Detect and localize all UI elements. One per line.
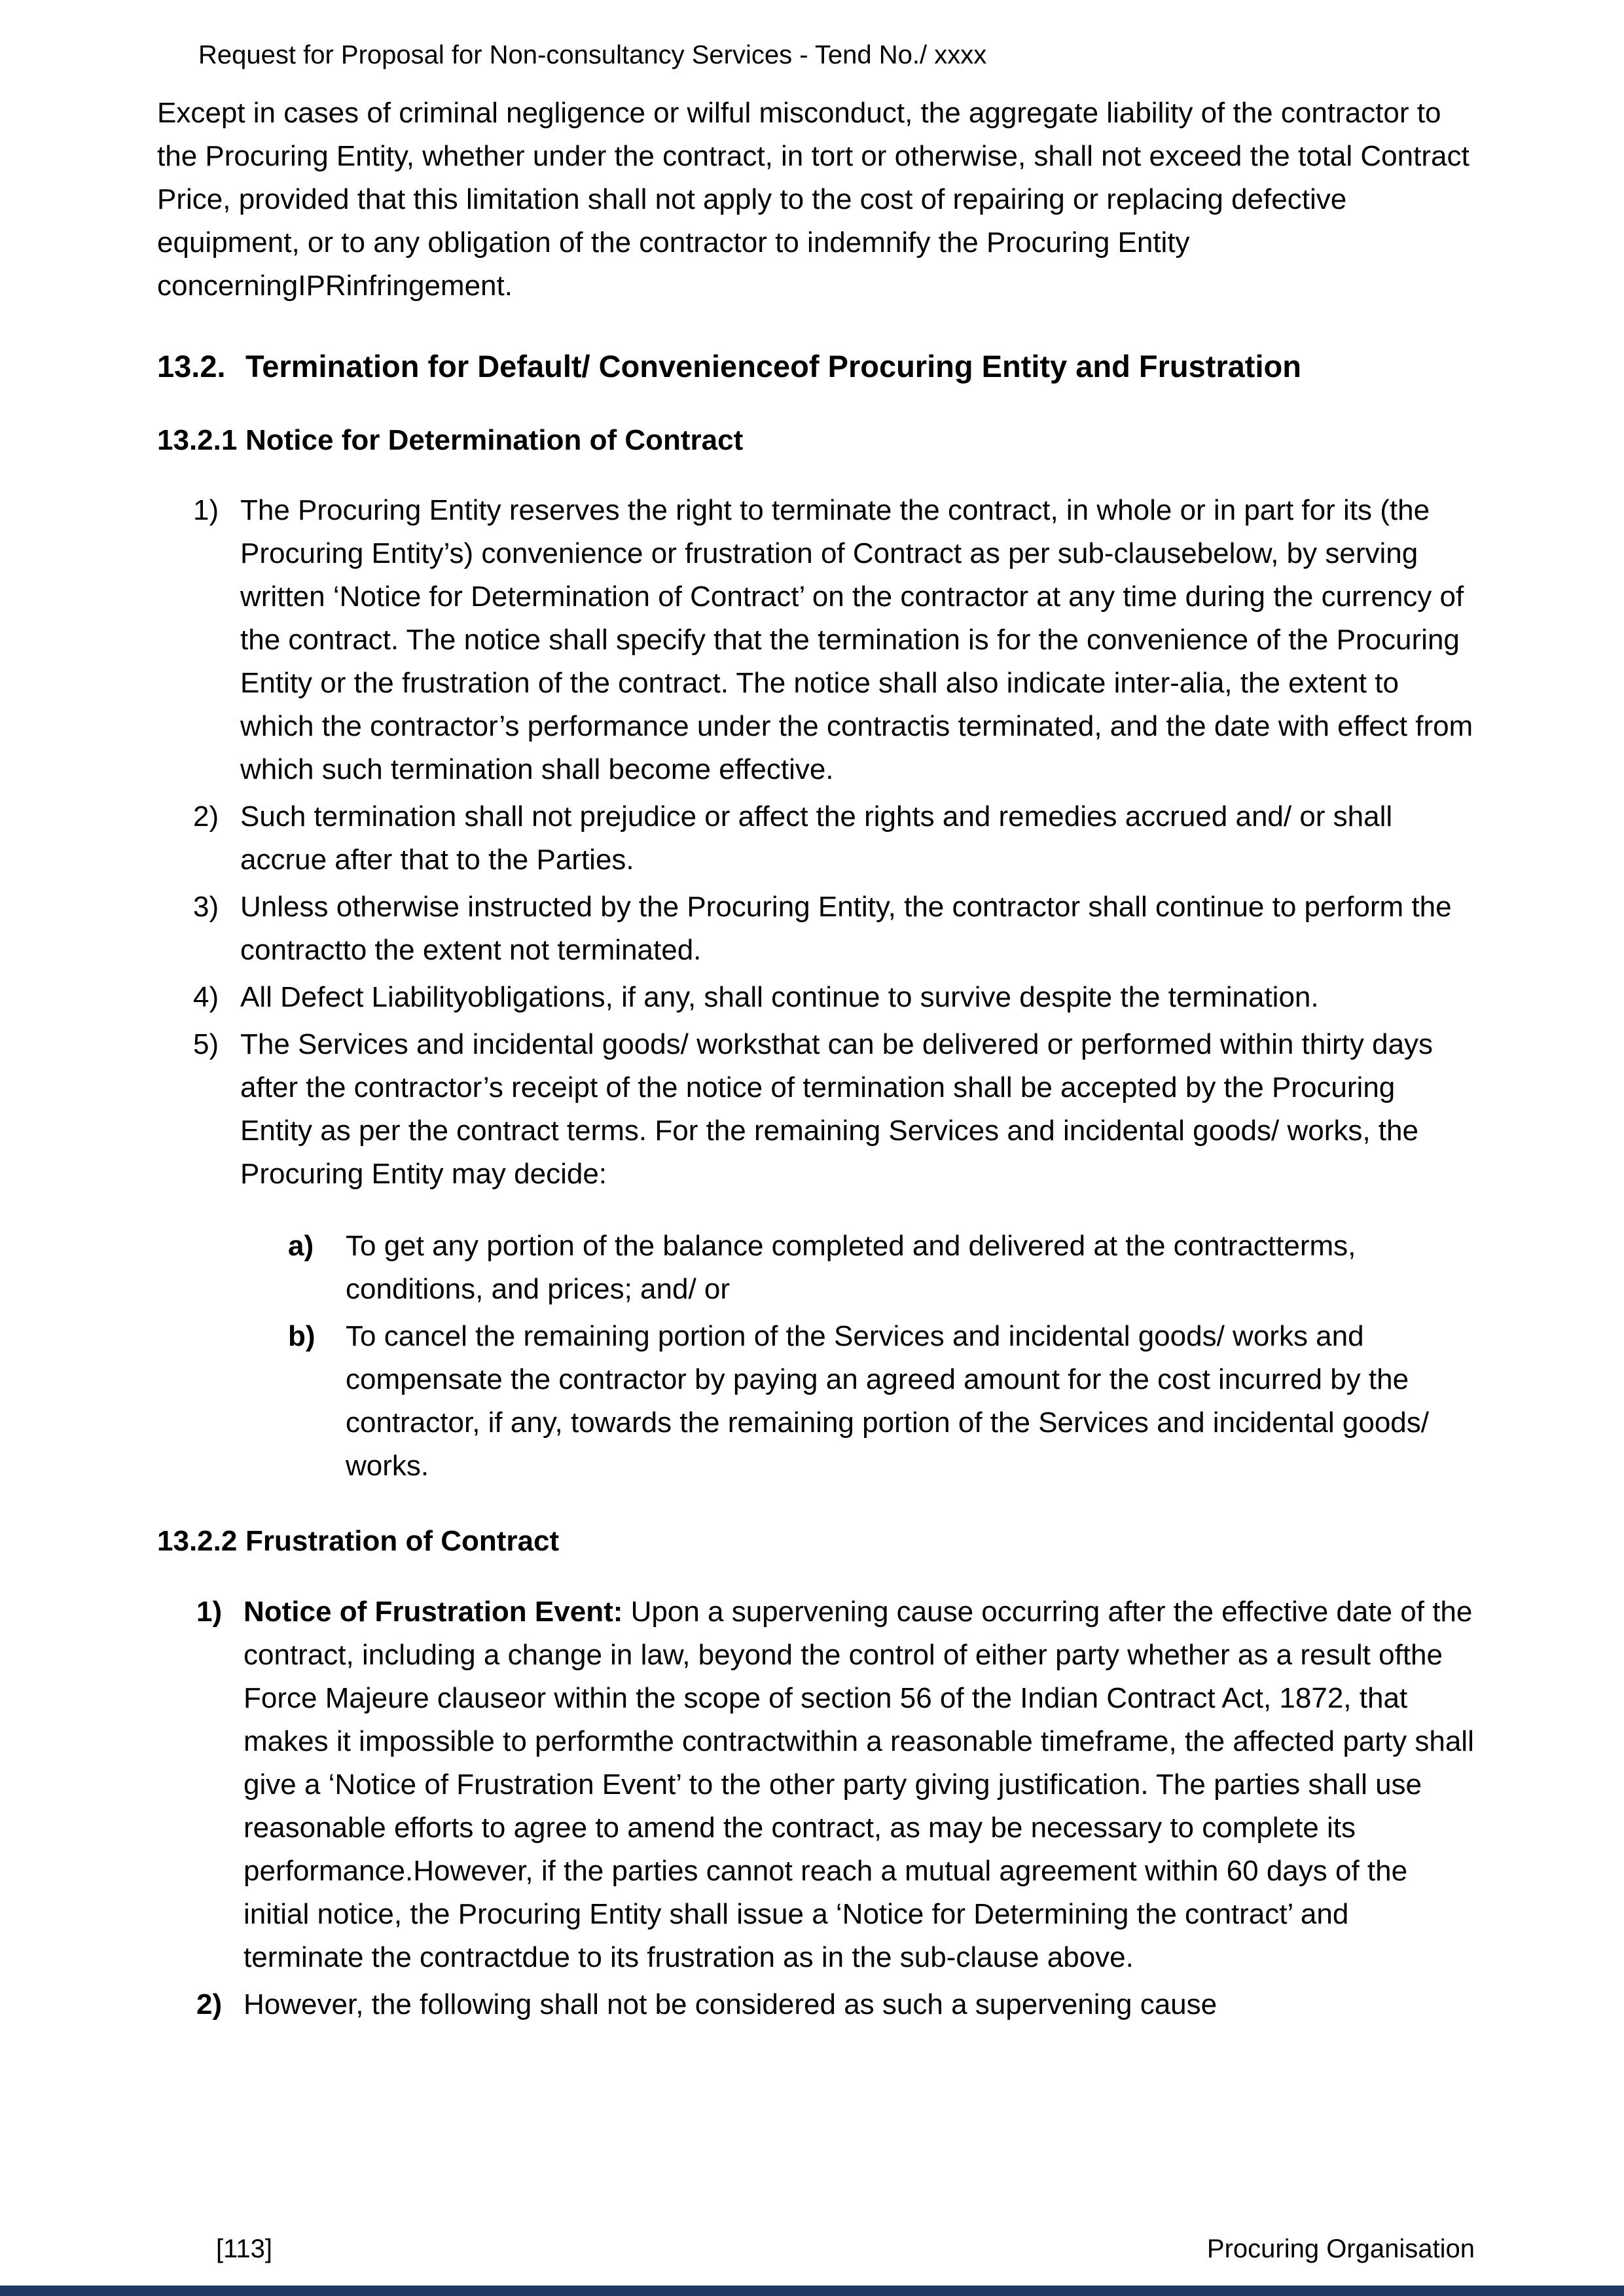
list-item-text xyxy=(244,1590,1475,1979)
list-item xyxy=(193,795,1475,882)
list-item-marker: 1) xyxy=(193,493,219,526)
list-item-marker: 2) xyxy=(193,800,219,833)
list-item-marker: 4) xyxy=(193,980,219,1013)
subsection-heading-13-2-1 xyxy=(157,421,1475,459)
intro-paragraph: Except in cases of criminal negligence or wilful misconduct, the aggregate liability of the contractor to the Procuring Entity, whether under the contract, in tort or otherwise, shall not exceed the total Contract Price, provided that this limitation shall not apply to the cost of repairing or replacing defective equipment, or to any obligation of the contractor to indemnify the Procuring Entity concerningIPRinfringement. xyxy=(157,97,1470,302)
list-item xyxy=(193,489,1475,791)
header-title: Request for Proposal for Non-consultancy Services - Tend No./ xxxx xyxy=(198,41,987,69)
list-item-text: To cancel the remaining portion of the Services and incidental goods/ works and compensate the contractor by paying an agreed amount for the cost incurred by the contractor, if any, towards the remaining portion of the Services and incidental goods/ works. xyxy=(346,1319,1430,1482)
list-item xyxy=(193,976,1475,1019)
document-body xyxy=(157,92,1475,2026)
list-item xyxy=(193,1023,1475,1196)
numbered-list-13-2-2 xyxy=(157,1590,1475,2026)
list-item-marker: b) xyxy=(288,1319,316,1352)
list-item-text: Such termination shall not prejudice or affect the rights and remedies accrued and/ or shall accrue after that to the Parties. xyxy=(240,800,1393,876)
list-item-marker: 3) xyxy=(193,890,219,923)
subsection-heading-13-2-2 xyxy=(157,1522,1475,1560)
footer-organisation: Procuring Organisation xyxy=(1206,2234,1475,2263)
list-item xyxy=(196,1590,1475,1979)
list-item-text: Unless otherwise instructed by the Procuring Entity, the contractor shall continue to perform the contractto the extent not terminated. xyxy=(240,890,1452,966)
list-item-lead: Notice of Frustration Event: xyxy=(244,1596,623,1628)
list-item-marker: 5) xyxy=(193,1028,219,1060)
page-header xyxy=(198,38,1475,72)
page-number: [113] xyxy=(216,2234,272,2263)
page-footer xyxy=(216,2232,1475,2266)
list-item xyxy=(288,1225,1475,1311)
list-item-marker: 2) xyxy=(196,1988,223,2021)
list-item-text: The Procuring Entity reserves the right to terminate the contract, in whole or in part for its (the Procuring Entity’s) convenience or frustration of Contract as per sub-clausebelow, by serving written ‘Notice for Determination of Contract’ on the contractor at any time during the currency of the contract. The notice shall specify that the termination is for the convenience of the Procuring Entity or the frustration of the contract. The notice shall also indicate inter-alia, the extent to which the contractor’s performance under the contractis terminated, and the date with effect from which such termination shall become effective. xyxy=(240,493,1473,785)
list-item-text: To get any portion of the balance completed and delivered at the contractterms, conditions, and prices; and/ or xyxy=(346,1229,1356,1305)
bottom-accent-bar xyxy=(0,2286,1624,2296)
list-item-text: All Defect Liabilityobligations, if any, shall continue to survive despite the termination. xyxy=(240,980,1319,1013)
section-number: 13.2. xyxy=(157,349,226,384)
subsection-title: Notice for Determination of Contract xyxy=(245,424,744,457)
list-item xyxy=(288,1315,1475,1488)
subsection-title: Frustration of Contract xyxy=(245,1524,560,1557)
list-item-body: However, the following shall not be considered as such a supervening cause xyxy=(244,1988,1218,2021)
list-item xyxy=(196,1983,1475,2026)
list-item-marker: a) xyxy=(288,1229,314,1262)
list-item-text: The Services and incidental goods/ worksthat can be delivered or performed within thirty days after the contractor’s receipt of the notice of termination shall be accepted by the Procuring Entity as per the contract terms. For the remaining Services and incidental goods/ works, the Procuring Entity may decide: xyxy=(240,1028,1434,1190)
subsection-number: 13.2.1 xyxy=(157,424,238,457)
list-item-marker: 1) xyxy=(196,1596,223,1628)
list-item-text xyxy=(244,1983,1217,2026)
list-item xyxy=(193,886,1475,972)
subsection-number: 13.2.2 xyxy=(157,1524,238,1557)
numbered-list-13-2-1 xyxy=(157,489,1475,1196)
section-heading-13-2 xyxy=(157,346,1475,387)
list-item-body: Upon a supervening cause occurring after the effective date of the contract, including a change in law, beyond the control of either party whether as a result ofthe Force Majeure clauseor within the scope of section 56 of the Indian Contract Act, 1872, that makes it impossible to performthe contractwithin a reasonable timeframe, the affected party shall give a ‘Notice of Frustration Event’ to the other party giving justification. The parties shall use reasonable efforts to agree to amend the contract, as may be necessary to complete its performance.However, if the parties cannot reach a mutual agreement within 60 days of the initial notice, the Procuring Entity shall issue a ‘Notice for Determining the contract’ and terminate the contractdue to its frustration as in the sub-clause above. xyxy=(244,1596,1474,1974)
section-title: Termination for Default/ Convenienceof Procuring Entity and Frustration xyxy=(245,349,1301,384)
alpha-sublist-13-2-1 xyxy=(157,1225,1475,1488)
